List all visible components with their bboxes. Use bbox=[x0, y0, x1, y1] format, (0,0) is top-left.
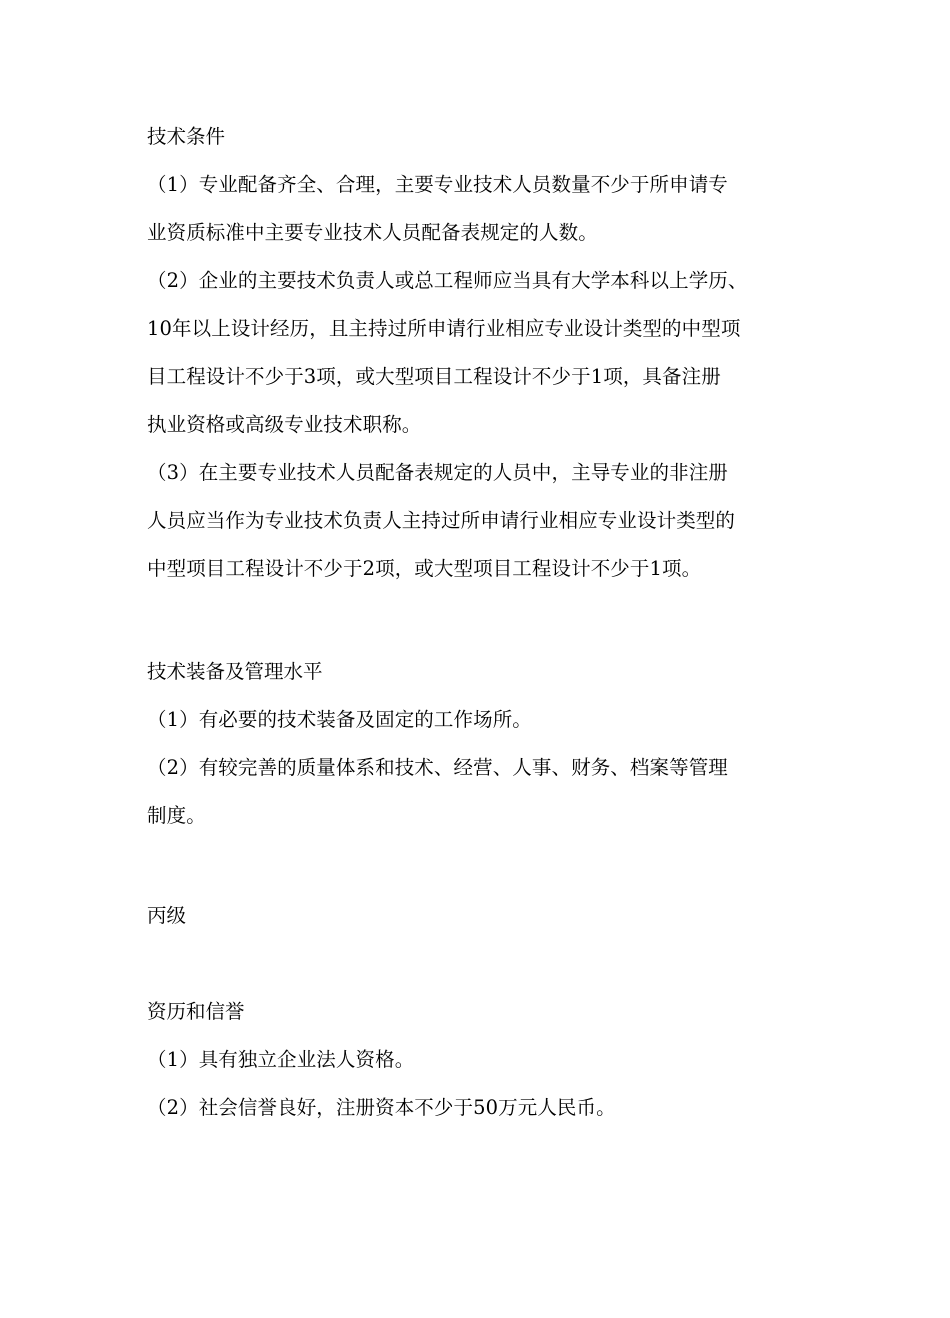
paragraph-line: （1）专业配备齐全、合理，主要专业技术人员数量不少于所申请专 bbox=[147, 173, 728, 196]
paragraph-line: （3）在主要专业技术人员配备表规定的人员中，主导专业的非注册 bbox=[147, 461, 728, 484]
section-heading: 丙级 bbox=[147, 904, 187, 927]
paragraph-line: 执业资格或高级专业技术职称。 bbox=[147, 413, 422, 436]
section-equipment-management bbox=[147, 648, 819, 840]
section-heading: 技术条件 bbox=[147, 125, 226, 148]
paragraph-line: 目工程设计不少于3项，或大型项目工程设计不少于1项，具备注册 bbox=[147, 365, 721, 388]
section-qualification-reputation bbox=[147, 988, 819, 1132]
paragraph-line: （2）社会信誉良好，注册资本不少于50万元人民币。 bbox=[147, 1096, 616, 1119]
paragraph-line: （2）企业的主要技术负责人或总工程师应当具有大学本科以上学历、 bbox=[147, 269, 748, 292]
paragraph-line: 业资质标准中主要专业技术人员配备表规定的人数。 bbox=[147, 221, 598, 244]
paragraph-line: （2）有较完善的质量体系和技术、经营、人事、财务、档案等管理 bbox=[147, 756, 728, 779]
paragraph-line: （1）具有独立企业法人资格。 bbox=[147, 1048, 415, 1071]
section-heading: 技术装备及管理水平 bbox=[147, 660, 323, 683]
paragraph-line: 中型项目工程设计不少于2项，或大型项目工程设计不少于1项。 bbox=[147, 557, 702, 580]
section-heading: 资历和信誉 bbox=[147, 1000, 245, 1023]
paragraph-line: 人员应当作为专业技术负责人主持过所申请行业相应专业设计类型的 bbox=[147, 509, 736, 532]
section-technical-conditions bbox=[147, 113, 819, 593]
paragraph-line: （1）有必要的技术装备及固定的工作场所。 bbox=[147, 708, 532, 731]
paragraph-line: 10年以上设计经历，且主持过所申请行业相应专业设计类型的中型项 bbox=[147, 317, 741, 340]
section-grade-c bbox=[147, 892, 819, 940]
paragraph-line: 制度。 bbox=[147, 804, 206, 827]
